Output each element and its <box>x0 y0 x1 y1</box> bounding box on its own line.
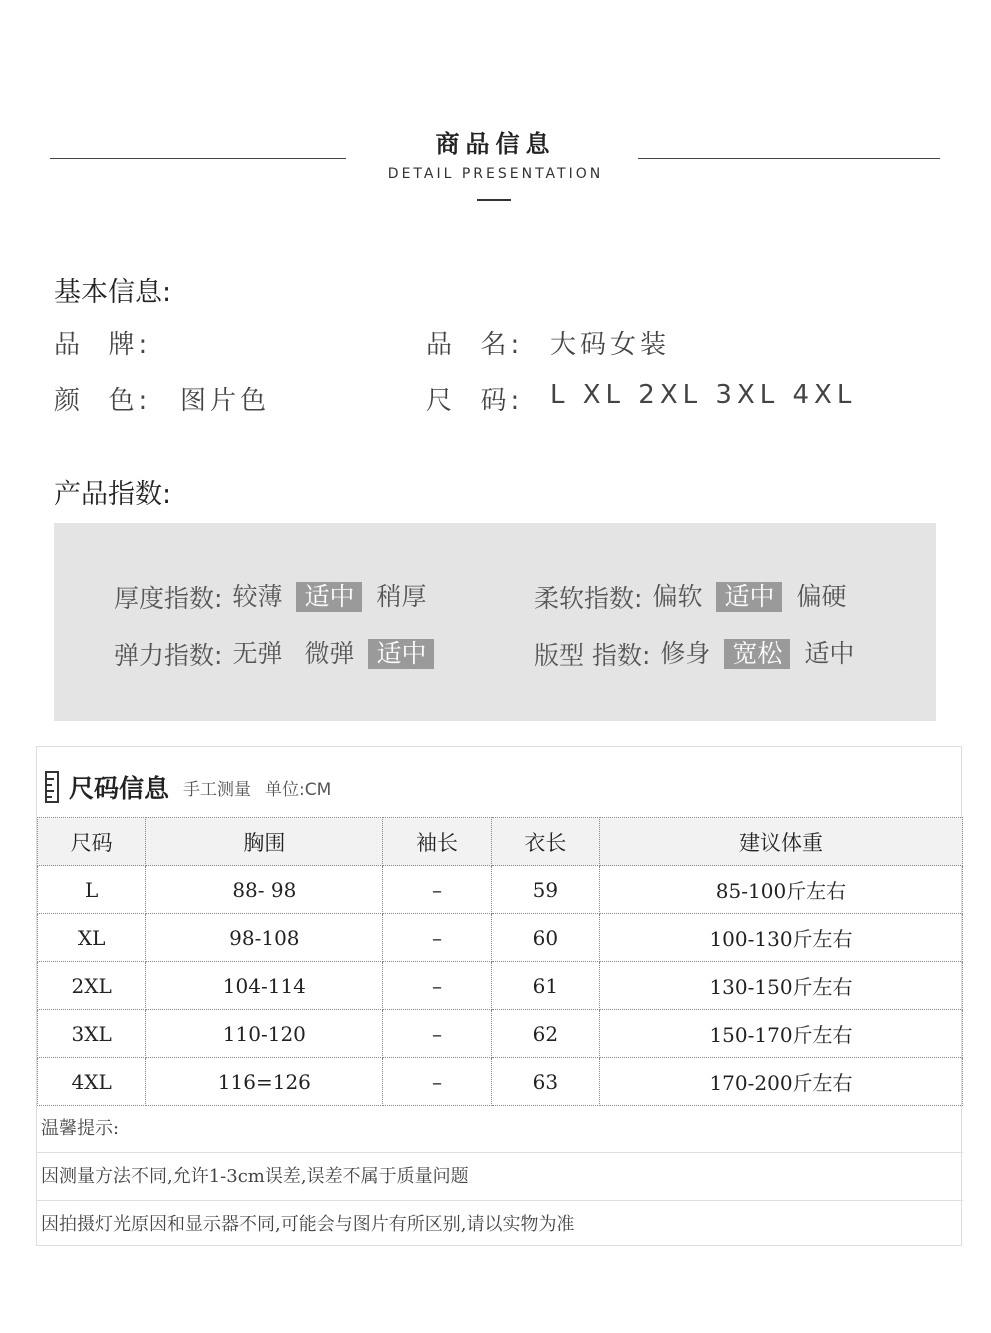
table-row <box>38 914 963 962</box>
column-header: 衣长 <box>491 818 599 866</box>
notes-title: 温馨提示: <box>37 1105 963 1153</box>
color-value: 图片色 <box>180 386 271 416</box>
product-name-label: 品 名: <box>426 330 524 360</box>
table-cell: – <box>383 914 491 962</box>
table-cell: – <box>383 866 491 914</box>
basic-info-title: 基本信息: <box>54 277 172 308</box>
index-option-selected: 宽松 <box>724 639 790 669</box>
index-option-selected: 适中 <box>296 582 362 612</box>
table-cell: – <box>383 1058 491 1106</box>
table-cell: L <box>38 866 146 914</box>
table-cell: 60 <box>491 914 599 962</box>
table-row <box>38 1058 963 1106</box>
elasticity-index-label: 弹力指数: <box>114 641 223 670</box>
table-cell: 110-120 <box>146 1010 383 1058</box>
table-cell: 130-150斤左右 <box>599 962 962 1010</box>
product-index-title: 产品指数: <box>54 479 172 510</box>
table-cell: 88- 98 <box>146 866 383 914</box>
table-cell: 59 <box>491 866 599 914</box>
size-label: 尺 码: <box>426 386 524 416</box>
index-option-selected: 适中 <box>716 582 782 612</box>
table-cell: 116=126 <box>146 1058 383 1106</box>
table-cell: – <box>383 1010 491 1058</box>
section-title: 商品信息 <box>435 130 556 158</box>
thickness-index <box>114 579 440 615</box>
ruler-icon <box>45 771 59 803</box>
table-cell: 63 <box>491 1058 599 1106</box>
elasticity-index <box>114 636 440 672</box>
index-option: 偏硬 <box>796 582 847 611</box>
header-dash <box>477 199 511 201</box>
table-cell: 104-114 <box>146 962 383 1010</box>
column-header: 胸围 <box>146 818 383 866</box>
table-row <box>38 866 963 914</box>
color-label: 颜 色: <box>54 386 152 416</box>
column-header: 建议体重 <box>599 818 962 866</box>
index-option: 微弹 <box>304 639 355 668</box>
table-cell: 61 <box>491 962 599 1010</box>
index-option: 无弹 <box>232 639 283 668</box>
column-header: 尺码 <box>38 818 146 866</box>
size-info-title: 尺码信息 <box>69 774 170 803</box>
brand-label: 品 牌: <box>54 330 152 360</box>
table-cell: 2XL <box>38 962 146 1010</box>
size-info-header <box>45 769 331 805</box>
size-table <box>37 817 963 1106</box>
softness-index <box>534 579 860 615</box>
measure-method: 手工测量 <box>183 779 252 800</box>
measure-unit: 单位:CM <box>265 779 332 800</box>
size-notes <box>37 1105 963 1249</box>
index-option-selected: 适中 <box>368 639 434 669</box>
table-cell: 150-170斤左右 <box>599 1010 962 1058</box>
note-item: 因测量方法不同,允许1-3cm误差,误差不属于质量问题 <box>37 1153 963 1201</box>
fit-index <box>534 636 868 672</box>
product-name-value: 大码女装 <box>550 330 671 360</box>
table-row <box>38 962 963 1010</box>
size-info-card <box>36 746 962 1246</box>
table-cell: 170-200斤左右 <box>599 1058 962 1106</box>
column-header: 袖长 <box>383 818 491 866</box>
table-cell: 98-108 <box>146 914 383 962</box>
table-cell: 62 <box>491 1010 599 1058</box>
table-cell: 3XL <box>38 1010 146 1058</box>
table-header-row <box>38 818 963 866</box>
softness-index-label: 柔软指数: <box>534 584 643 613</box>
table-cell: 4XL <box>38 1058 146 1106</box>
index-option: 稍厚 <box>376 582 427 611</box>
table-cell: XL <box>38 914 146 962</box>
fit-index-label: 版型 指数: <box>534 641 651 670</box>
table-row <box>38 1010 963 1058</box>
section-subtitle: DETAIL PRESENTATION <box>387 166 604 182</box>
table-cell: 85-100斤左右 <box>599 866 962 914</box>
product-index-panel <box>54 523 936 721</box>
table-cell: – <box>383 962 491 1010</box>
index-option: 较薄 <box>232 582 283 611</box>
size-value: L XL 2XL 3XL 4XL <box>550 380 857 410</box>
index-option: 偏软 <box>652 582 703 611</box>
thickness-index-label: 厚度指数: <box>114 584 223 613</box>
index-option: 适中 <box>804 639 855 668</box>
index-option: 修身 <box>660 639 711 668</box>
note-item: 因拍摄灯光原因和显示器不同,可能会与图片有所区别,请以实物为准 <box>41 1214 575 1235</box>
table-cell: 100-130斤左右 <box>599 914 962 962</box>
